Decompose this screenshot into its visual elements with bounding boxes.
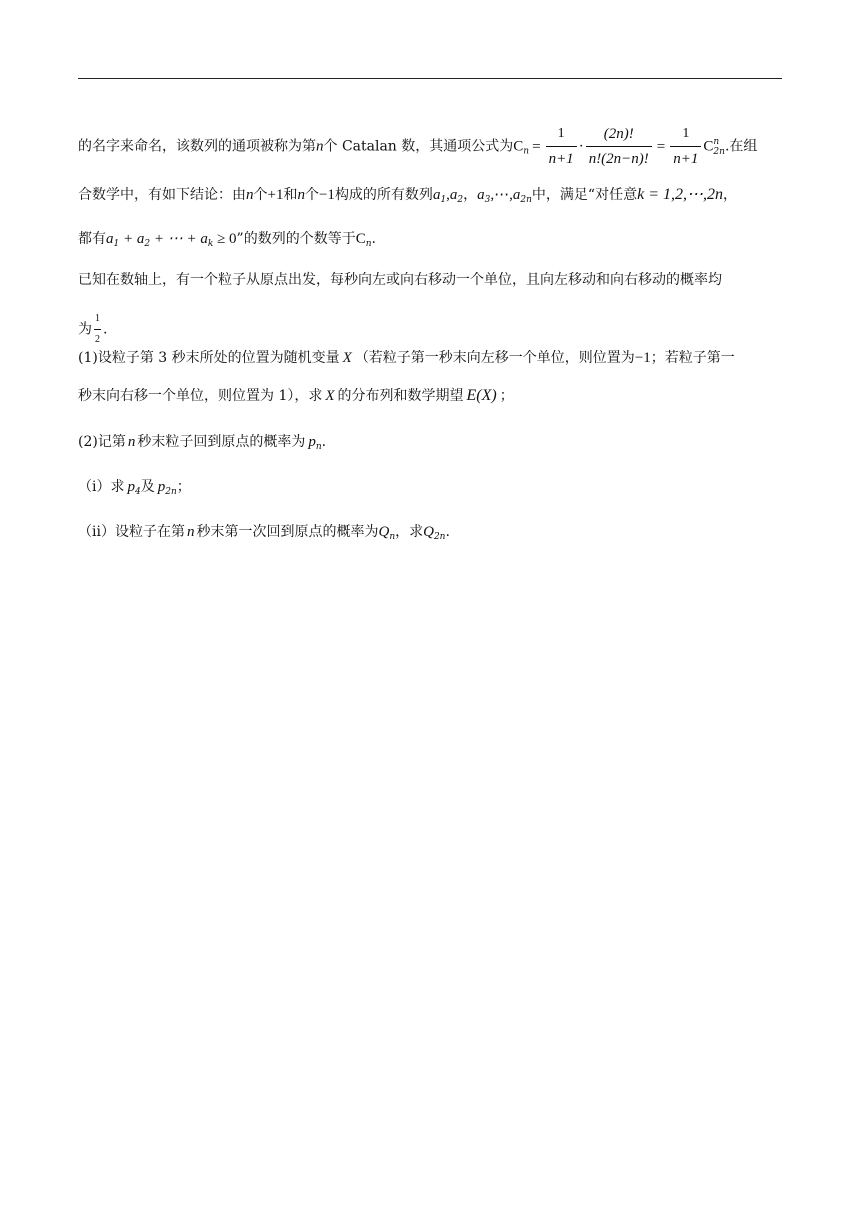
text: . <box>371 231 376 247</box>
fraction-3 <box>670 124 701 169</box>
subscript: 2n <box>165 487 177 497</box>
text: . <box>103 321 108 338</box>
fraction-2 <box>586 124 652 169</box>
subscript: 1 <box>440 195 447 205</box>
text: 秒末向右移一个单位，则位置为 1），求 <box>78 388 323 404</box>
text: （若粒子第一秒末向左移一个单位，则位置为 <box>354 350 635 366</box>
c-symbol: C <box>703 138 714 155</box>
fraction-1 <box>546 124 577 169</box>
question-2 <box>78 432 782 457</box>
var-n: n <box>316 138 324 155</box>
text: ，求 <box>395 524 424 540</box>
text: ”的数列的个数等于 <box>236 231 356 247</box>
text: ， <box>463 187 478 203</box>
binom-indices <box>713 137 725 157</box>
subscript: 2 <box>457 195 464 205</box>
text: . <box>321 434 327 450</box>
c-symbol: C <box>355 231 366 247</box>
var-a: a <box>449 187 458 203</box>
question-1-line1 <box>78 348 782 368</box>
text: ； <box>499 388 514 404</box>
text: 个 Catalan 数，其通项公式为 <box>323 138 514 155</box>
header-rule <box>78 78 782 79</box>
c-symbol: C <box>513 138 524 155</box>
var-n: n <box>246 187 254 203</box>
var-x: X <box>325 388 335 404</box>
subscript: n <box>315 442 322 452</box>
denominator: n!(2n−n)! <box>588 151 649 167</box>
numerator: 1 <box>94 309 101 330</box>
var-a: a <box>477 187 485 203</box>
para-catalan-formula <box>78 124 782 169</box>
text: ； <box>176 479 191 495</box>
equals: = <box>656 138 666 155</box>
numerator: 1 <box>670 124 701 147</box>
var-n: n <box>297 187 305 203</box>
subscript: 2n <box>713 146 725 157</box>
expectation: E(X) <box>466 387 497 404</box>
denominator: 2 <box>95 334 100 345</box>
var-a: a <box>106 231 114 247</box>
var-p: p <box>157 479 166 495</box>
numerator: (2n)! <box>586 124 652 147</box>
var-q: Q <box>423 524 434 540</box>
text: ， <box>723 187 737 203</box>
text: 都有 <box>78 231 106 247</box>
question-2-ii <box>78 522 782 547</box>
var-p: p <box>308 434 316 450</box>
minus-one: −1 <box>318 187 335 203</box>
var-n: n <box>186 524 195 540</box>
dot: · <box>578 138 584 155</box>
subscript: n <box>523 146 530 157</box>
expr: + ⋯ + a <box>150 231 208 247</box>
subscript: 2n <box>520 195 532 205</box>
para-partial-sum <box>78 229 782 254</box>
text: 中，满足“对任意 <box>531 187 638 203</box>
subscript: k <box>207 239 214 249</box>
expr: ≥ 0 <box>213 231 237 247</box>
denominator: n+1 <box>673 151 699 167</box>
denominator: n+1 <box>548 151 574 167</box>
var-q: Q <box>378 524 390 540</box>
text: 构成的所有数列 <box>334 187 433 203</box>
subscript: 3 <box>484 195 491 205</box>
minus-one: −1 <box>634 350 651 366</box>
var-n: n <box>127 434 136 450</box>
text: 合数学中，有如下结论：由 <box>78 187 246 203</box>
text: 和 <box>283 187 298 203</box>
para-particle-intro <box>78 270 782 290</box>
text: 的名字来命名，该数列的通项被称为第 <box>78 138 316 155</box>
text: （i）求 <box>78 479 125 495</box>
text: 秒末粒子回到原点的概率为 <box>137 434 306 450</box>
text: 个 <box>253 187 268 203</box>
var-a: a <box>432 187 441 203</box>
question-1-line2 <box>78 386 782 406</box>
subscript: 1 <box>113 239 120 249</box>
k-condition: k = 1,2,⋯,2n <box>637 186 723 203</box>
var-a: a <box>512 187 521 203</box>
equals: = <box>532 138 541 155</box>
subscript: n <box>365 239 372 249</box>
text: ；若粒子第一 <box>650 350 735 366</box>
catalan-formula <box>513 124 725 169</box>
var-x: X <box>342 350 352 366</box>
text: （ii）设粒子在第 <box>78 524 185 540</box>
text: (2)记第 <box>78 434 126 450</box>
var-p: p <box>127 479 135 495</box>
subscript: 2 <box>144 239 151 249</box>
text: (1)设粒子第 3 秒末所处的位置为随机变量 <box>78 350 340 366</box>
text: 秒末第一次回到原点的概率为 <box>196 524 379 540</box>
text: .在组 <box>724 138 758 155</box>
text: 及 <box>140 479 155 495</box>
text: . <box>445 524 450 540</box>
text: 的分布列和数学期望 <box>337 388 464 404</box>
numerator: 1 <box>546 124 577 147</box>
superscript: n <box>713 136 720 147</box>
para-particle-prob <box>78 309 782 350</box>
plus-one: +1 <box>267 187 284 203</box>
comma: , <box>446 187 450 203</box>
para-conclusion <box>78 185 782 210</box>
fraction-half <box>94 309 101 350</box>
text: 个 <box>304 187 319 203</box>
subscript: 4 <box>134 487 141 497</box>
subscript: 2n <box>433 532 446 542</box>
question-2-i <box>78 477 782 502</box>
expr: + a <box>119 231 145 247</box>
subscript: n <box>389 532 396 542</box>
text: 已知在数轴上，有一个粒子从原点出发，每秒向左或向右移动一个单位，且向左移动和向右移动的概率均 <box>78 272 722 288</box>
text: 为 <box>78 321 92 338</box>
ellipsis: ,⋯, <box>490 187 513 203</box>
